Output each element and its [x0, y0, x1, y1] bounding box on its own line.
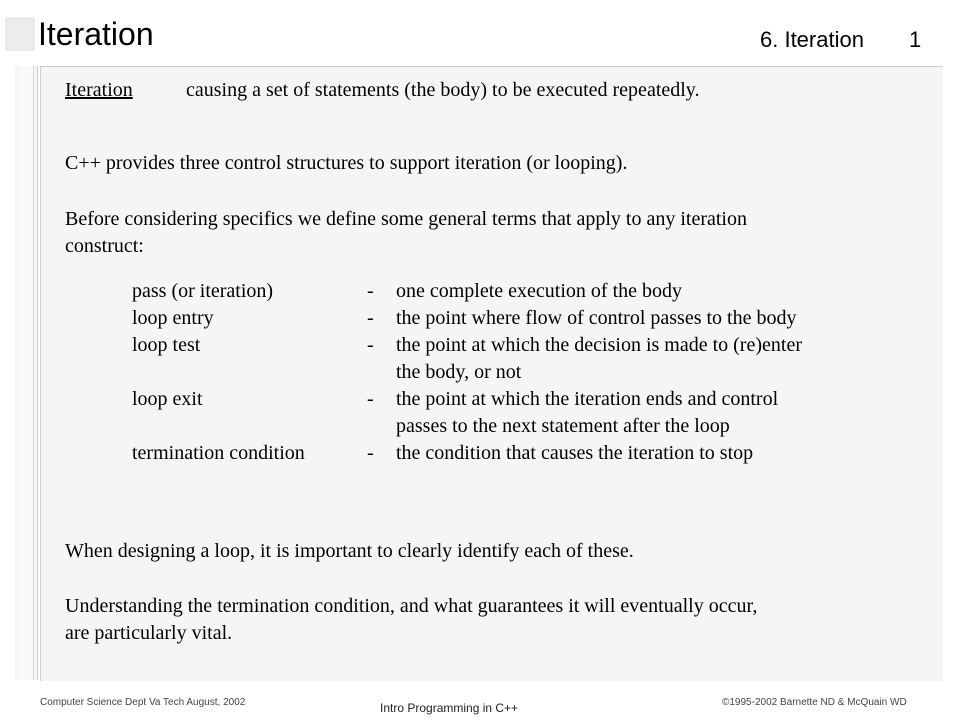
term-dash: -	[367, 442, 374, 464]
paragraph-control-structures: C++ provides three control structures to support iteration (or looping).	[65, 152, 628, 174]
slide-title: Iteration	[38, 16, 154, 52]
term-dash: -	[367, 334, 374, 356]
term-name: loop entry	[132, 307, 214, 329]
term-description: passes to the next statement after the loop	[396, 415, 730, 437]
term-description: the condition that causes the iteration to stop	[396, 442, 754, 464]
left-rail	[15, 66, 38, 680]
paragraph-designing-loop: When designing a loop, it is important to clearly identify each of these.	[65, 540, 634, 562]
paragraph-general-terms-line2: construct:	[65, 235, 144, 257]
term-dash: -	[367, 307, 374, 329]
term-description: the point at which the decision is made to (re)enter	[396, 334, 802, 356]
term-dash: -	[367, 388, 374, 410]
definition-term: Iteration	[65, 79, 133, 101]
footer-left: Computer Science Dept Va Tech August, 2002	[40, 697, 246, 708]
page-number: 1	[909, 27, 922, 52]
footer-right: ©1995-2002 Barnette ND & McQuain WD	[722, 697, 907, 708]
term-name: loop exit	[132, 388, 203, 410]
left-rail-inner	[21, 66, 34, 680]
definition-text: causing a set of statements (the body) to be executed repeatedly.	[186, 79, 700, 101]
term-dash: -	[367, 280, 374, 302]
term-description: the body, or not	[396, 361, 522, 383]
paragraph-general-terms-line1: Before considering specifics we define some general terms that apply to any iteration	[65, 208, 747, 230]
slide-content	[40, 66, 943, 681]
corner-decoration	[5, 17, 35, 51]
term-name: loop test	[132, 334, 201, 356]
footer-center: Intro Programming in C++	[380, 701, 519, 715]
paragraph-termination-line2: are particularly vital.	[65, 622, 233, 644]
term-name: pass (or iteration)	[132, 280, 274, 302]
term-description: the point at which the iteration ends and control	[396, 388, 779, 410]
term-name: termination condition	[132, 442, 305, 464]
term-description: one complete execution of the body	[396, 280, 683, 302]
term-description: the point where flow of control passes to the body	[396, 307, 797, 329]
section-label: 6. Iteration	[760, 27, 864, 52]
paragraph-termination-line1: Understanding the termination condition, and what guarantees it will eventually occur,	[65, 595, 758, 617]
